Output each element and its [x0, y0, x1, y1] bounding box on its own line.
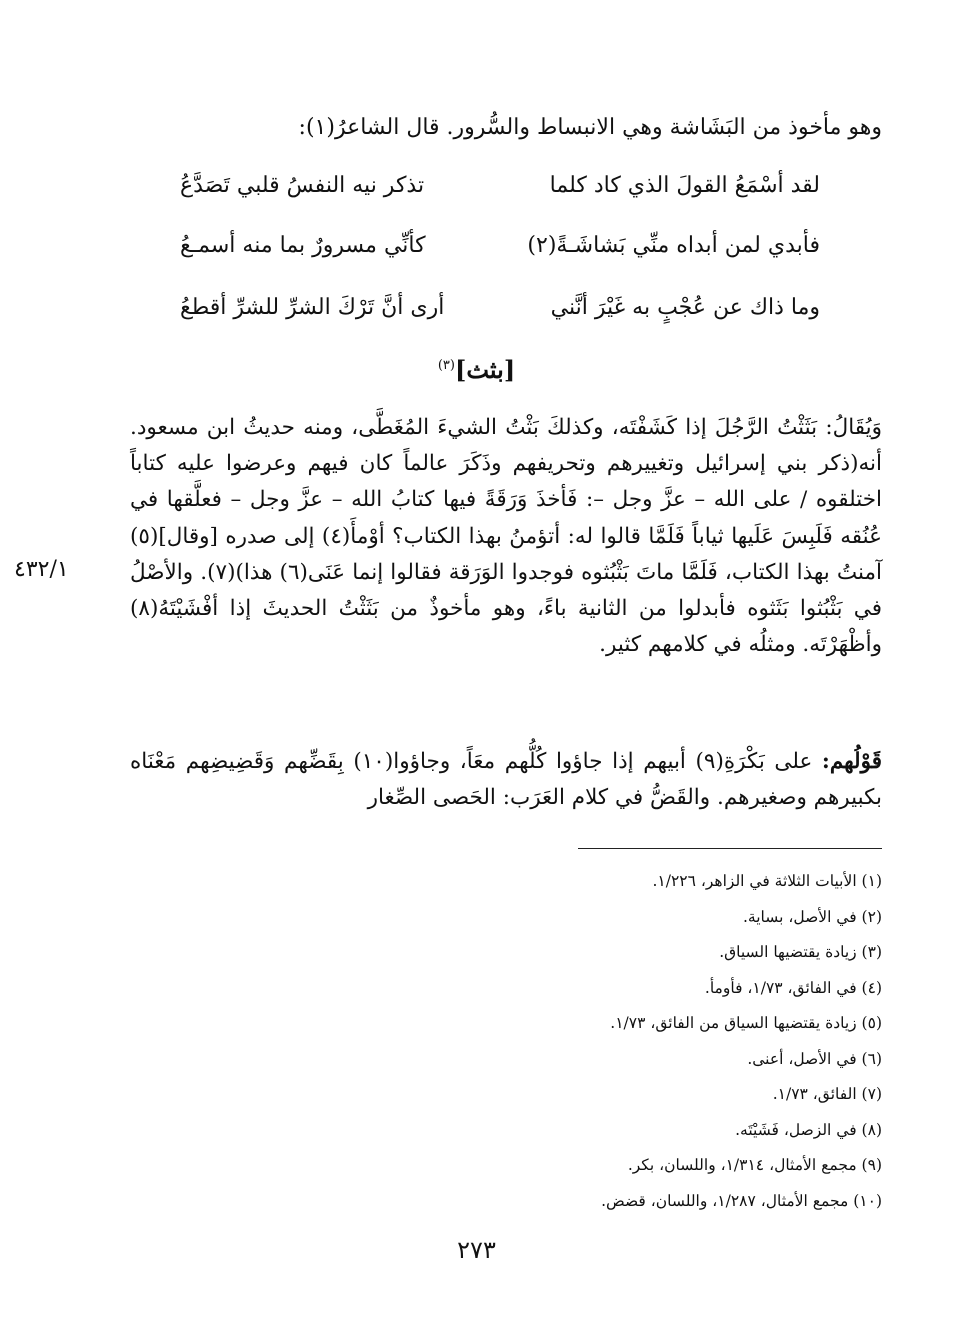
footnote-6: (٦) في الأصل، أعنى.: [747, 1049, 882, 1068]
footnote-1: (١) الأبيات الثلاثة في الزاهر، ١/٢٢٦.: [652, 872, 882, 890]
verse-2-first-hemistich: فأبدي لمن أبداه منِّي بَشاشَـةً(٢): [527, 233, 820, 258]
verse-1-second-hemistich: تذكر نيه النفسُ قلبي تَصَدَّعُ: [180, 173, 425, 198]
footnote-8: (٨) في الزصل، فَشَيْتَه.: [735, 1120, 882, 1139]
paragraph-2-text: على بَكْرَةِ(٩) أبيهم إذا جاؤوا كُلُّهم معَاً، وجاؤوا(١٠) بِقَضِّهم وَقَضِيضِهم مَعْنَاه بكبيرهم وصغيرهم. والقَضُّ في كلام العَرَب: الحَصى الصِّغار: [130, 749, 882, 811]
footnote-9: (٩) مجمع الأمثال، ١/٣١٤، واللسان، بكر.: [627, 1156, 882, 1174]
verse-line-3: [180, 288, 820, 328]
section-heading: [0, 348, 953, 388]
verse-line-2: [180, 226, 820, 266]
verse-1-first-hemistich: لقد أسْمَعُ القولَ الذي كاد كلما: [549, 173, 820, 198]
footnote-5: (٥) زيادة يقتضيها السياق من الفائق، ١/٧٣.: [610, 1014, 882, 1032]
footnote-2: (٢) في الأصل، بساية.: [742, 907, 882, 926]
paragraph-2: [130, 744, 882, 816]
footnotes-list: [300, 864, 882, 1219]
paragraph-1: وَيُقَالُ: بَثَثْتُ الرَّجُلَ إذا كَشَفْتَه، وكذلكَ بَثْتُ الشيءَ المُغَطَّى، ومنه حديثُ ابن مسعود. أنه(ذكر بني إسرائيل وتغييرهم وتحريفهم وذَكَرَ عالماً كان فيهم وعرضوا عليه كتاباً اختلقوه / على الله – عزَّ وجل –: فَأخذَ وَرَقَةً فيها كتابُ الله – عزَّ وجل – فعلَّقها في عُنُقه فَلَبِسَ عَلَيها ثياباً فَلَمَّا قالوا له: أتؤمنُ بهذا الكتاب؟ أوْمأَ(٤) إلى صدره [وقال](٥) آمنتُ بهذا الكتاب، فَلَمَّا ماتَ بَثْبُثوه فوجدوا الوَرَقة فقالوا إنما عَنَى(٦) هذا)(٧). والأصْلُ في بَثْبُثوا بَثَثوه فأبدلوا من الثانية باءً، وهو مأخوذٌ من بَثَثْتُ الحديثَ إذا أفْشَيْتَهُ(٨) وأظْهَرْتَه. ومثلُه في كلامهم كثير.: [130, 415, 882, 658]
footnote-separator: [578, 848, 882, 849]
verse-line-1: [180, 166, 820, 206]
verse-3-first-hemistich: وما ذاك عن عُجْبٍ به غَيْرَ أنَّني: [550, 295, 820, 320]
margin-manuscript-ref: ٤٣٢/١: [14, 557, 69, 582]
footnote-10: (١٠) مجمع الأمثال، ١/٢٨٧، واللسان، قضض.: [601, 1191, 882, 1210]
verse-3-second-hemistich: أرى أنَّ تَرْكَ الشرِّ للشرِّ أقطعُ: [180, 295, 445, 320]
paragraph-2-lead: قَوْلُهم:: [821, 749, 882, 774]
footnote-7: (٧) الفائق، ١/٧٣.: [772, 1085, 882, 1103]
verse-2-second-hemistich: كأنِّي مسرورٌ بما منه أسمـعُ: [180, 233, 426, 258]
section-heading-note: (٣): [437, 358, 455, 373]
footnote-3: (٣) زيادة يقتضيها السياق.: [719, 943, 882, 961]
footnote-4: (٤) في الفائق، ١/٧٣، فأومأ.: [704, 978, 882, 997]
page-number: ٢٧٣: [457, 1236, 496, 1264]
section-heading-title: [بثث]: [454, 355, 516, 384]
intro-line: وهو مأخوذ من البَشَاشة وهي الانبساط والسُّرور. قال الشاعرُ(١):: [298, 115, 882, 140]
